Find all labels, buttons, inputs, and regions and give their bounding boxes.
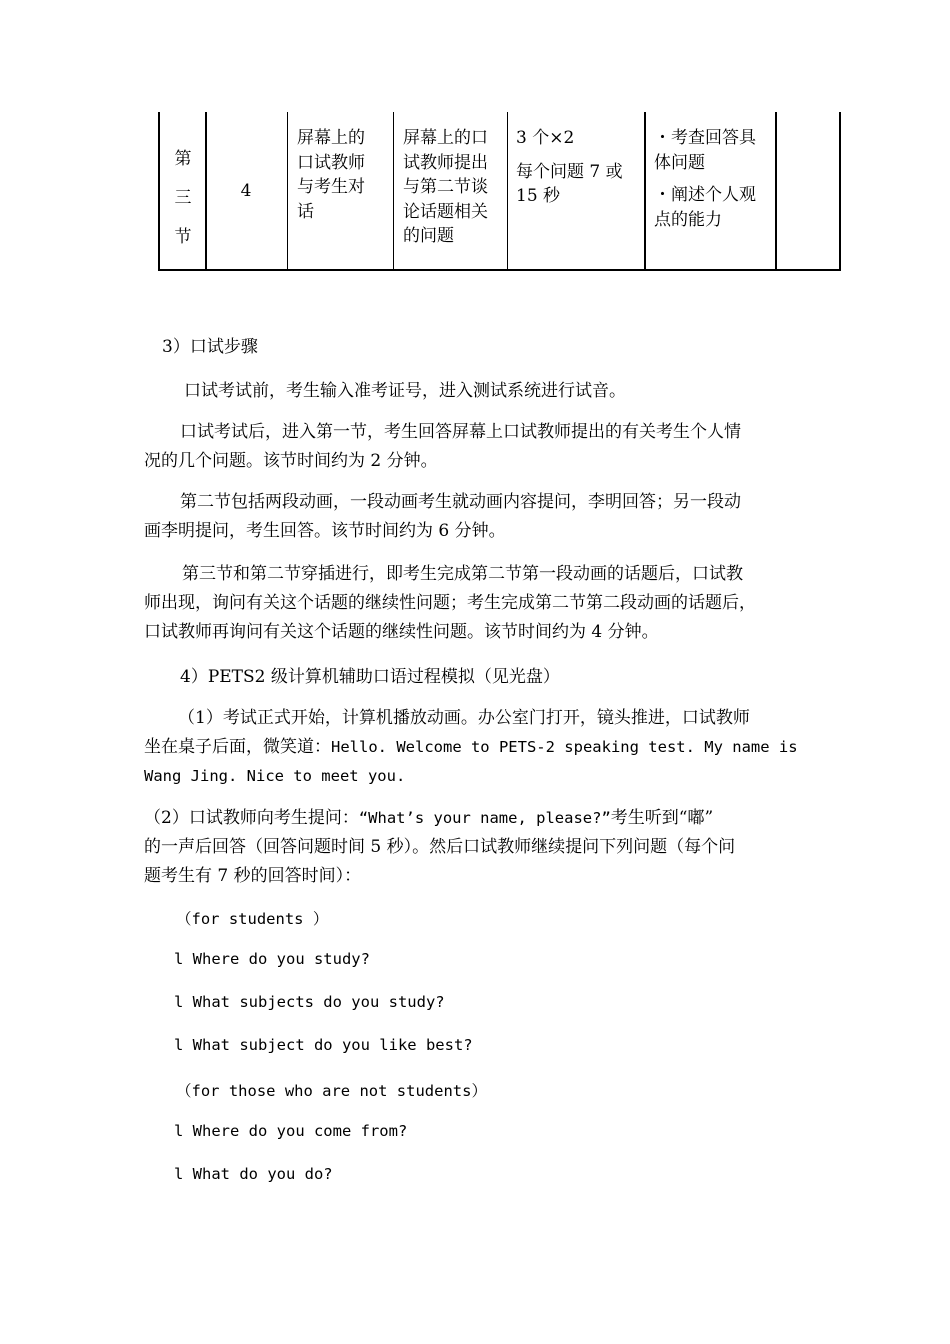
table-cell-task: 屏幕上的口 试教师提出 与第二节谈 论话题相关 的问题	[403, 128, 488, 246]
list-item: l Where do you study?	[174, 950, 370, 968]
paragraph: （2）口试教师向考生提问：“What’s your name, please?”考生听到“嘟” 的一声后回答（回答问题时间 5 秒）。然后口试教师继续提问下列问题（每个问 题考生有 7 秒的回答时间）：	[144, 808, 736, 886]
question-group-label: （for students ）	[176, 910, 329, 928]
paragraph: 口试考试前，考生输入准考证号，进入测试系统进行试音。	[184, 381, 626, 401]
table-cell-section: 第 三 节	[174, 149, 192, 247]
paragraph: 第三节和第二节穿插进行，即考生完成第二节第一段动画的话题后，口试教 师出现，询问有关这个话题的继续性问题；考生完成第二节第二段动画的话题后， 口试教师再询问有关这个话题的继续性问题。该节时间约为 4 分钟。	[144, 564, 756, 642]
exam-structure-table	[158, 112, 841, 270]
table-column-divider	[393, 112, 394, 270]
list-item: l What subject do you like best?	[174, 1036, 473, 1054]
table-border-bottom	[158, 269, 841, 271]
section-heading: 3）口试步骤	[162, 337, 258, 357]
table-column-divider	[644, 112, 646, 270]
table-cell-count: 4	[240, 181, 252, 201]
goal-item: ・阐述个人观 点的能力	[654, 185, 756, 230]
list-item: l What do you do?	[174, 1165, 333, 1183]
table-column-divider	[507, 112, 508, 270]
goal-item: ・考查回答具 体问题	[654, 128, 756, 173]
list-item: l Where do you come from?	[174, 1122, 408, 1140]
table-cell-items: 3 个×2 每个问题 7 或 15 秒	[516, 128, 623, 206]
paragraph: 口试考试后，进入第一节，考生回答屏幕上口试教师提出的有关考生个人情 况的几个问题。该节时间约为 2 分钟。	[144, 422, 741, 471]
list-item: l What subjects do you study?	[174, 993, 445, 1011]
paragraph: 第二节包括两段动画，一段动画考生就动画内容提问，李明回答；另一段动 画李明提问，考生回答。该节时间约为 6 分钟。	[144, 492, 741, 541]
table-border-right	[839, 112, 841, 270]
table-cell-goals	[654, 126, 776, 240]
table-border-left	[158, 112, 160, 270]
table-cell-form: 屏幕上的 口试教师 与考生对 话	[297, 128, 365, 222]
paragraph: （1）考试正式开始，计算机播放动画。办公室门打开，镜头推进，口试教师 坐在桌子后面，微笑道：Hello. Welcome to PETS-2 speaking test. My name is Wang Jing. Nice to meet you.	[144, 708, 798, 785]
question-group-label: （for those who are not students）	[176, 1082, 487, 1100]
section-heading: 4）PETS2 级计算机辅助口语过程模拟（见光盘）	[180, 667, 560, 687]
table-column-divider	[287, 112, 288, 270]
